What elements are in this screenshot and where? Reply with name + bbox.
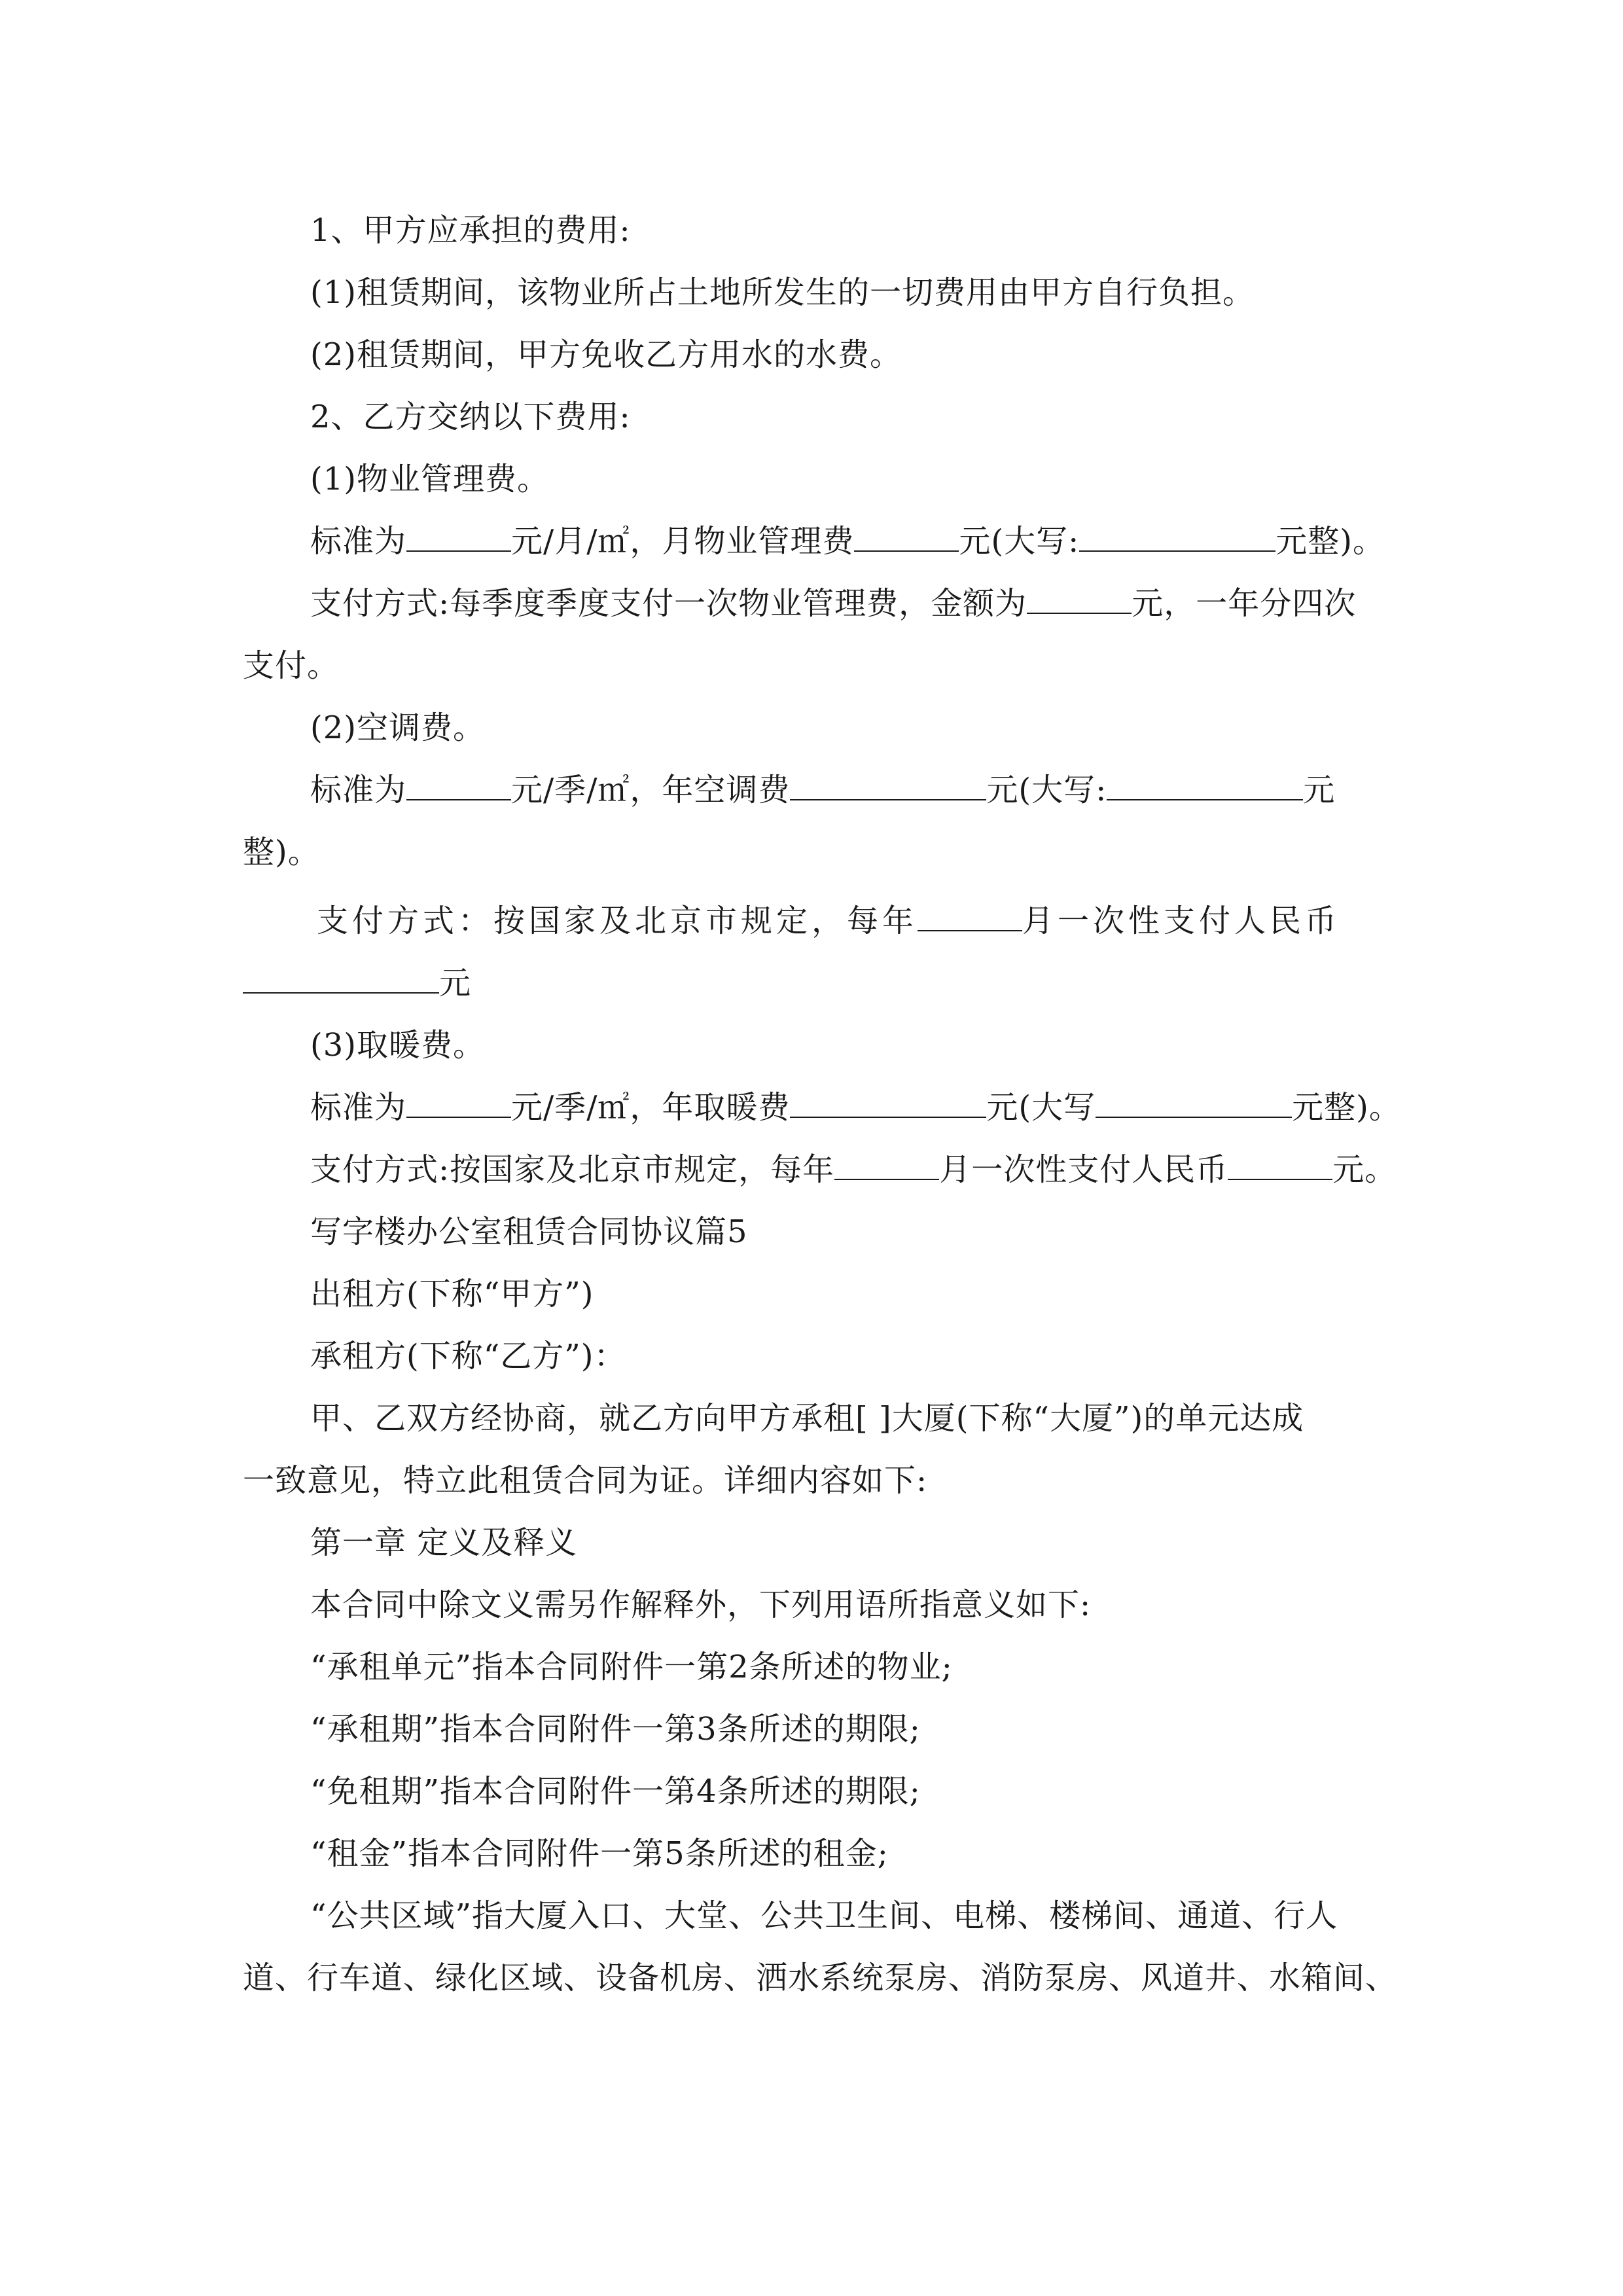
ac-fee-standard: 标准为 元/季/㎡，年空调费 元(大写: 元 xyxy=(310,772,1336,808)
agreement-intro-cont: 一致意见，特立此租赁合同为证。详细内容如下: xyxy=(243,1462,928,1499)
blank-field xyxy=(834,1150,939,1180)
fee-item-2-heading: 2、乙方交纳以下费用: xyxy=(310,399,631,435)
heating-fee-standard: 标准为 元/季/㎡，年取暖费 元(大写 元整)。 xyxy=(310,1089,1401,1126)
blank-field xyxy=(854,522,959,552)
blank-field xyxy=(918,901,1022,931)
blank-field xyxy=(406,770,511,800)
blank-field xyxy=(790,770,986,800)
definitions-intro: 本合同中除文义需另作解释外，下列用语所指意义如下: xyxy=(310,1587,1092,1623)
definition-public-area: “公共区域”指大厦入口、大堂、公共卫生间、电梯、楼梯间、通道、行人 xyxy=(310,1897,1338,1934)
definition-rent: “租金”指本合同附件一第5条所述的租金; xyxy=(310,1835,889,1872)
blank-field xyxy=(790,1088,986,1118)
lessor-line: 出租方(下称“甲方”) xyxy=(310,1276,594,1312)
ac-fee-heading: (2)空调费。 xyxy=(310,709,485,746)
ac-fee-standard-cont: 整)。 xyxy=(243,834,320,870)
definition-rent-free: “免租期”指本合同附件一第4条所述的期限; xyxy=(310,1773,921,1810)
section-title: 写字楼办公室租赁合同协议篇5 xyxy=(310,1213,748,1250)
property-fee-standard: 标准为 元/月/㎡，月物业管理费 元(大写: 元整)。 xyxy=(310,523,1385,560)
blank-field xyxy=(406,522,511,552)
blank-field xyxy=(1228,1150,1332,1180)
fee-item-1-heading: 1、甲方应承担的费用: xyxy=(310,212,631,249)
property-fee-payment: 支付方式:每季度季度支付一次物业管理费，金额为 元，一年分四次 xyxy=(310,585,1357,622)
ac-fee-payment-cont: 元 xyxy=(243,963,471,1003)
blank-field xyxy=(243,963,439,994)
definition-public-area-cont: 道、行车道、绿化区域、设备机房、洒水系统泵房、消防泵房、风道井、水箱间、 xyxy=(243,1960,1398,1996)
definition-term: “承租期”指本合同附件一第3条所述的期限; xyxy=(310,1711,921,1748)
property-fee-payment-cont: 支付。 xyxy=(243,647,340,684)
blank-field xyxy=(1096,1088,1292,1118)
property-fee-heading: (1)物业管理费。 xyxy=(310,461,549,497)
ac-fee-payment: 支付方式：按国家及北京市规定，每年 月一次性支付人民币 xyxy=(317,903,1341,939)
blank-field xyxy=(406,1088,511,1118)
heating-fee-payment: 支付方式:按国家及北京市规定，每年 月一次性支付人民币 元。 xyxy=(310,1151,1397,1188)
lessee-line: 承租方(下称“乙方”)： xyxy=(310,1338,626,1374)
blank-field xyxy=(1027,584,1132,614)
heating-fee-heading: (3)取暖费。 xyxy=(310,1027,485,1064)
chapter-heading: 第一章 定义及释义 xyxy=(310,1524,578,1561)
fee-item-1-1: (1)租赁期间，该物业所占土地所发生的一切费用由甲方自行负担。 xyxy=(310,274,1255,311)
blank-field xyxy=(1107,770,1303,800)
blank-field xyxy=(1079,522,1275,552)
fee-item-1-2: (2)租赁期间，甲方免收乙方用水的水费。 xyxy=(310,336,902,373)
definition-unit: “承租单元”指本合同附件一第2条所述的物业; xyxy=(310,1649,953,1685)
agreement-intro: 甲、乙双方经协商，就乙方向甲方承租[ ]大厦(下称“大厦”)的单元达成 xyxy=(310,1400,1304,1437)
